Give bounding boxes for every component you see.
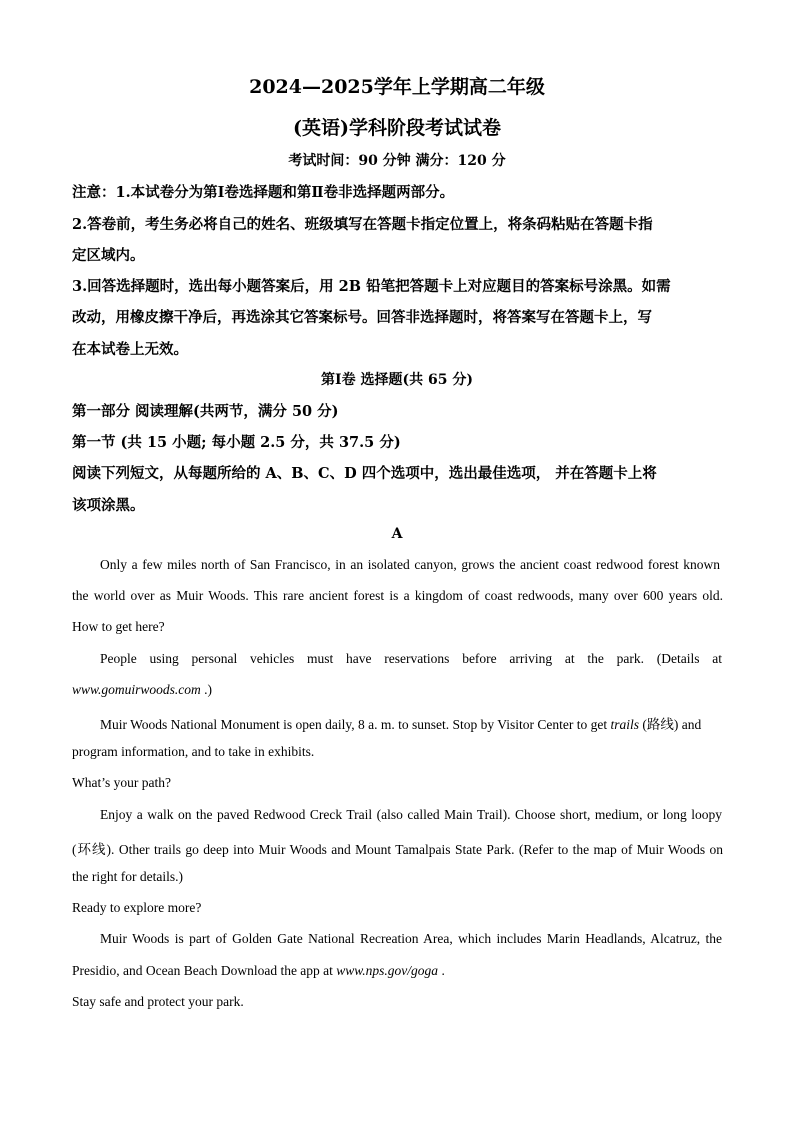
heading-get-here: How to get here? xyxy=(72,619,165,634)
p1-line2: the world over as Muir Woods. This rare ancient forest is a kingdom of coast redwoods, many over 600 years old. xyxy=(72,588,723,603)
p5-line2: Presidio, and Ocean Beach Download the app at www.nps.gov/goga . xyxy=(72,963,445,978)
part-heading: 第一部分 阅读理解(共两节，满分 50 分) xyxy=(72,403,339,420)
note-line-2b: 定区域内。 xyxy=(72,247,145,264)
p3-line2: program information, and to take in exhibits. xyxy=(72,744,315,759)
p4-line2: (环线). Other trails go deep into Muir Woods and Mount Tamalpais State Park. (Refer to the map of Muir Woods on xyxy=(72,842,723,857)
subsection-heading: 第一节 (共 15 小题; 每小题 2.5 分，共 37.5 分) xyxy=(72,434,401,451)
passage-label: A xyxy=(391,526,403,542)
volume-heading: 第Ⅰ卷 选择题(共 65 分) xyxy=(321,372,473,388)
closing-line: Stay safe and protect your park. xyxy=(72,994,244,1009)
p4-line3: the right for details.) xyxy=(72,869,183,884)
instruction-line-a: 阅读下列短文，从每题所给的 A、B、C、D 四个选项中，选出最佳选项， 并在答题卡上将 xyxy=(72,465,657,482)
note-line-3a: 3.回答选择题时，选出每小题答案后，用 2B 铅笔把答题卡上对应题目的答案标号涂黑。如需 xyxy=(72,278,671,295)
exam-title: 2024—2025学年上学期高二年级 xyxy=(249,76,545,98)
instruction-line-b: 该项涂黑。 xyxy=(72,497,145,514)
exam-time-score: 考试时间：90 分钟 满分：120 分 xyxy=(288,153,506,169)
heading-path: What’s your path? xyxy=(72,775,171,790)
exam-subtitle: (英语)学科阶段考试试卷 xyxy=(293,117,501,139)
note-line-2a: 2.答卷前，考生务必将自己的姓名、班级填写在答题卡指定位置上，将条码粘贴在答题卡指 xyxy=(72,216,653,233)
trails-word: trails xyxy=(610,717,639,732)
p5-line1: Muir Woods is part of Golden Gate National Recreation Area, which includes Marin Headlands, Alcatruz, the xyxy=(100,931,722,946)
p2-line1: People using personal vehicles must have reservations before arriving at the park. (Details at xyxy=(100,651,722,666)
heading-explore: Ready to explore more? xyxy=(72,900,202,915)
note-line-3b: 改动，用橡皮擦干净后，再选涂其它答案标号。回答非选择题时，将答案写在答题卡上，写 xyxy=(72,309,652,326)
nps-url: www.nps.gov/goga xyxy=(336,963,439,978)
note-line-3c: 在本试卷上无效。 xyxy=(72,341,188,358)
p3-line1: Muir Woods National Monument is open daily, 8 a. m. to sunset. Stop by Visitor Center to get trails (路线) and xyxy=(100,717,702,732)
p4-line1: Enjoy a walk on the paved Redwood Creck Trail (also called Main Trail). Choose short, medium, or long loopy xyxy=(100,807,722,822)
note-line-1: 注意：1.本试卷分为第Ⅰ卷选择题和第Ⅱ卷非选择题两部分。 xyxy=(72,184,455,201)
p1-line1: Only a few miles north of San Francisco, in an isolated canyon, grows the ancient coast redwood forest known xyxy=(100,557,720,572)
p2-url: www.gomuirwoods.com xyxy=(72,682,201,697)
p2-line2: www.gomuirwoods.com .) xyxy=(72,682,213,697)
